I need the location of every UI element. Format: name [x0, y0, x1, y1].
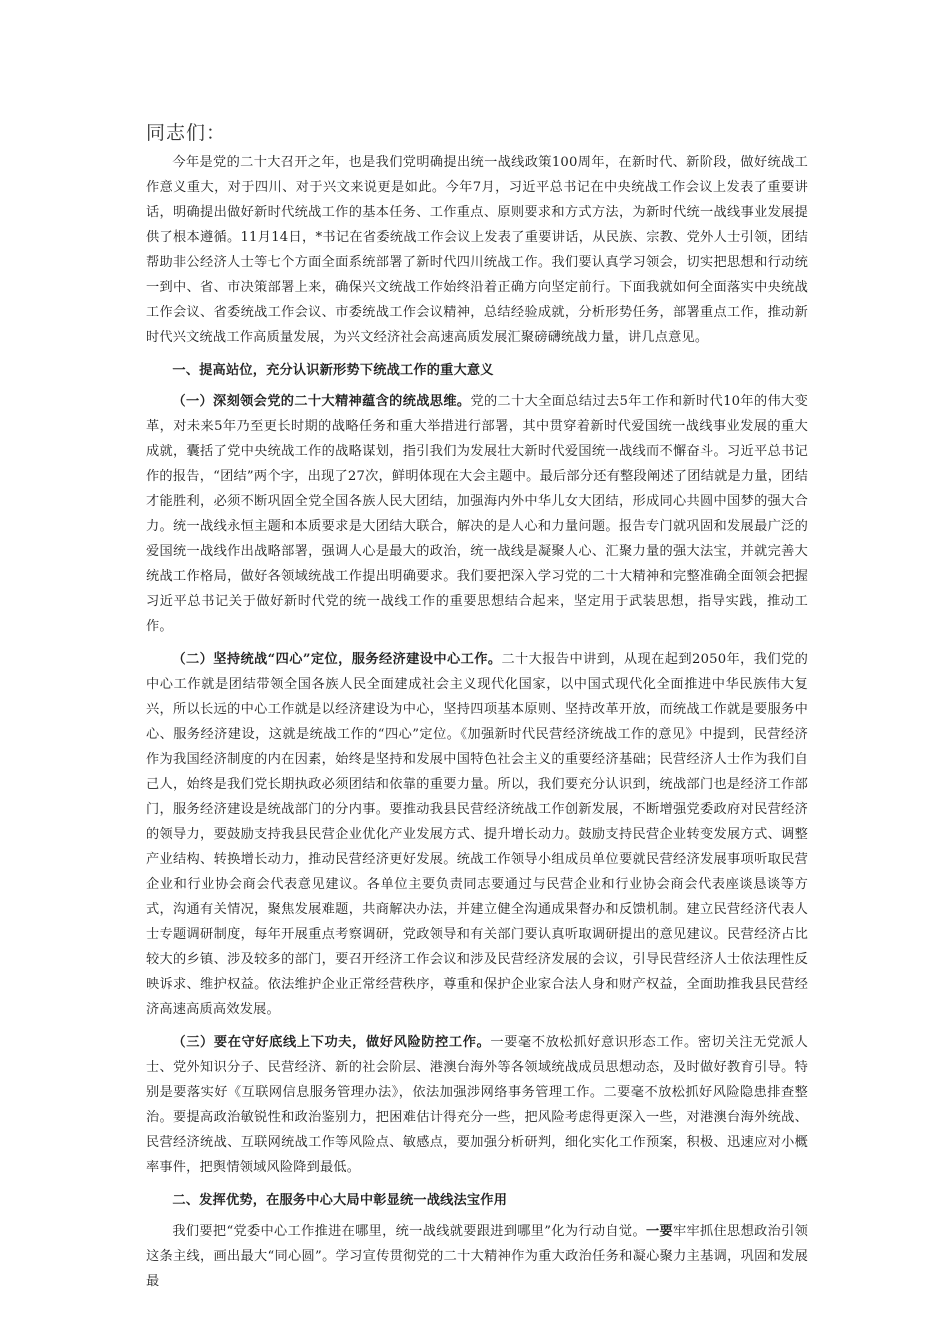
section-1-heading: 一、提高站位，充分认识新形势下统战工作的重大意义	[172, 363, 494, 378]
subsection-3-paragraph	[146, 1030, 808, 1180]
subsection-3-title: （三）要在守好底线上下功夫，做好风险防控工作。	[172, 1035, 491, 1050]
section-2-heading: 二、发挥优势，在服务中心大局中彰显统一战线法宝作用	[172, 1193, 508, 1208]
section-2-lead: 我们要把“党委中心工作推进在哪里，统一战线就要跟进到哪里”化为行动自觉。	[172, 1224, 646, 1239]
subsection-1-paragraph	[146, 389, 808, 639]
section-2-bold-marker: 一要	[645, 1224, 673, 1239]
greeting: 同志们：	[146, 122, 227, 144]
section-2-text: 牢牢抓住思想政治引领这条主线，画出最大“同心圆”。学习宣传贯彻党的二十大精神作为重大政治任务和凝心聚力主基调，巩固和发展最	[146, 1224, 809, 1289]
subsection-3-text: 一要毫不放松抓好意识形态工作。密切关注无党派人士、党外知识分子、民营经济、新的社会阶层、港澳台海外等各领域统战成员思想动态，及时做好教育引导。特别是要落实好《互联网信息服务管理办法》，依法加强涉网络事务管理工作。二要毫不放松抓好风险隐患排查整治。要提高政治敏锐性和政治鉴别力，把困难估计得充分一些，把风险考虑得更深入一些，对港澳台海外统战、民营经济统战、互联网统战工作等风险点、敏感点，要加强分析研判，细化实化工作预案，积极、迅速应对小概率事件，把舆情领域风险降到最低。	[146, 1035, 808, 1175]
subsection-2-text: 二十大报告中讲到，从现在起到2050年，我们党的中心工作就是团结带领全国各族人民全面建成社会主义现代化国家，以中国式现代化全面推进中华民族伟大复兴，所以长远的中心工作就是以经济建设为中心，坚持四项基本原则、坚持改革开放，而统战工作就是要服务中心、服务经济建设，这就是统战工作的“四心”定位。《加强新时代民营经济统战工作的意见》中提到，民营经济作为我国经济制度的内在因素，始终是坚持和发展中国特色社会主义的重要经济基础；民营经济人士作为我们自己人，始终是我们党长期执政必须团结和依靠的重要力量。所以，我们要充分认识到，统战部门也是经济工作部门，服务经济建设是统战部门的分内事。要推动我县民营经济统战工作创新发展，不断增强党委政府对民营经济的领导力，要鼓励支持我县民营企业优化产业发展方式、提升增长动力。鼓励支持民营企业转变发展方式、调整产业结构、转换增长动力，推动民营经济更好发展。统战工作领导小组成员单位要就民营经济发展事项听取民营企业和行业协会商会代表意见建议。各单位主要负责同志要通过与民营企业和行业协会商会代表座谈恳谈等方式，沟通有关情况，聚焦发展难题，共商解决办法，并建立健全沟通成果督办和反馈机制。建立民营经济代表人士专题调研制度，每年开展重点考察调研，党政领导和有关部门要认真听取调研提出的意见建议。民营经济占比较大的乡镇、涉及较多的部门，要召开经济工作会议和涉及民营经济发展的会议，引导民营经济人士依法理性反映诉求、维护权益。依法维护企业正常经营秩序，尊重和保护企业家合法人身和财产权益，全面助推我县民营经济高速高质高效发展。	[146, 652, 808, 1017]
intro-paragraph: 今年是党的二十大召开之年，也是我们党明确提出统一战线政策100周年，在新时代、新阶段，做好统战工作意义重大，对于四川、对于兴文来说更是如此。今年7月，习近平总书记在中央统战工作会议上发表了重要讲话，明确提出做好新时代统战工作的基本任务、工作重点、原则要求和方式方法，为新时代统一战线事业发展提供了根本遵循。11月14日，*书记在省委统战工作会议上发表了重要讲话，从民族、宗教、党外人士引领，团结帮助非公经济人士等七个方面全面系统部署了新时代四川统战工作。我们要认真学习领会，切实把思想和行动统一到中、省、市决策部署上来，确保兴文统战工作始终沿着正确方向坚定前行。下面我就如何全面落实中央统战工作会议、省委统战工作会议、市委统战工作会议精神，总结经验成就，分析形势任务，部署重点工作，推动新时代兴文统战工作高质量发展，为兴文经济社会高速高质发展汇聚磅礴统战力量，讲几点意见。	[146, 155, 808, 345]
subsection-1-title: （一）深刻领会党的二十大精神蕴含的统战思维。	[172, 394, 471, 409]
subsection-1-text: 党的二十大全面总结过去5年工作和新时代10年的伟大变革，对未来5年乃至更长时期的战略任务和重大举措进行部署，其中贯穿着新时代爱国统一战线事业发展的重大成就，囊括了党中央统战工作的战略谋划，指引我们为发展壮大新时代爱国统一战线而不懈奋斗。习近平总书记作的报告，“团结”两个字，出现了27次，鲜明体现在大会主题中。最后部分还有整段阐述了团结就是力量，团结才能胜利，必须不断巩固全党全国各族人民大团结，加强海内外中华儿女大团结，形成同心共圆中国梦的强大合力。统一战线永恒主题和本质要求是大团结大联合，解决的是人心和力量问题。报告专门就巩固和发展最广泛的爱国统一战线作出战略部署，强调人心是最大的政治，统一战线是凝聚人心、汇聚力量的强大法宝，并就完善大统战工作格局，做好各领域统战工作提出明确要求。我们要把深入学习党的二十大精神和完整准确全面领会把握习近平总书记关于做好新时代党的统一战线工作的重要思想结合起来，坚定用于武装思想，指导实践，推动工作。	[146, 394, 808, 634]
subsection-2-title: （二）坚持统战“四心”定位，服务经济建设中心工作。	[172, 652, 502, 667]
speech-body	[146, 150, 808, 1294]
section-2-paragraph	[146, 1219, 808, 1294]
subsection-2-paragraph	[146, 647, 808, 1022]
